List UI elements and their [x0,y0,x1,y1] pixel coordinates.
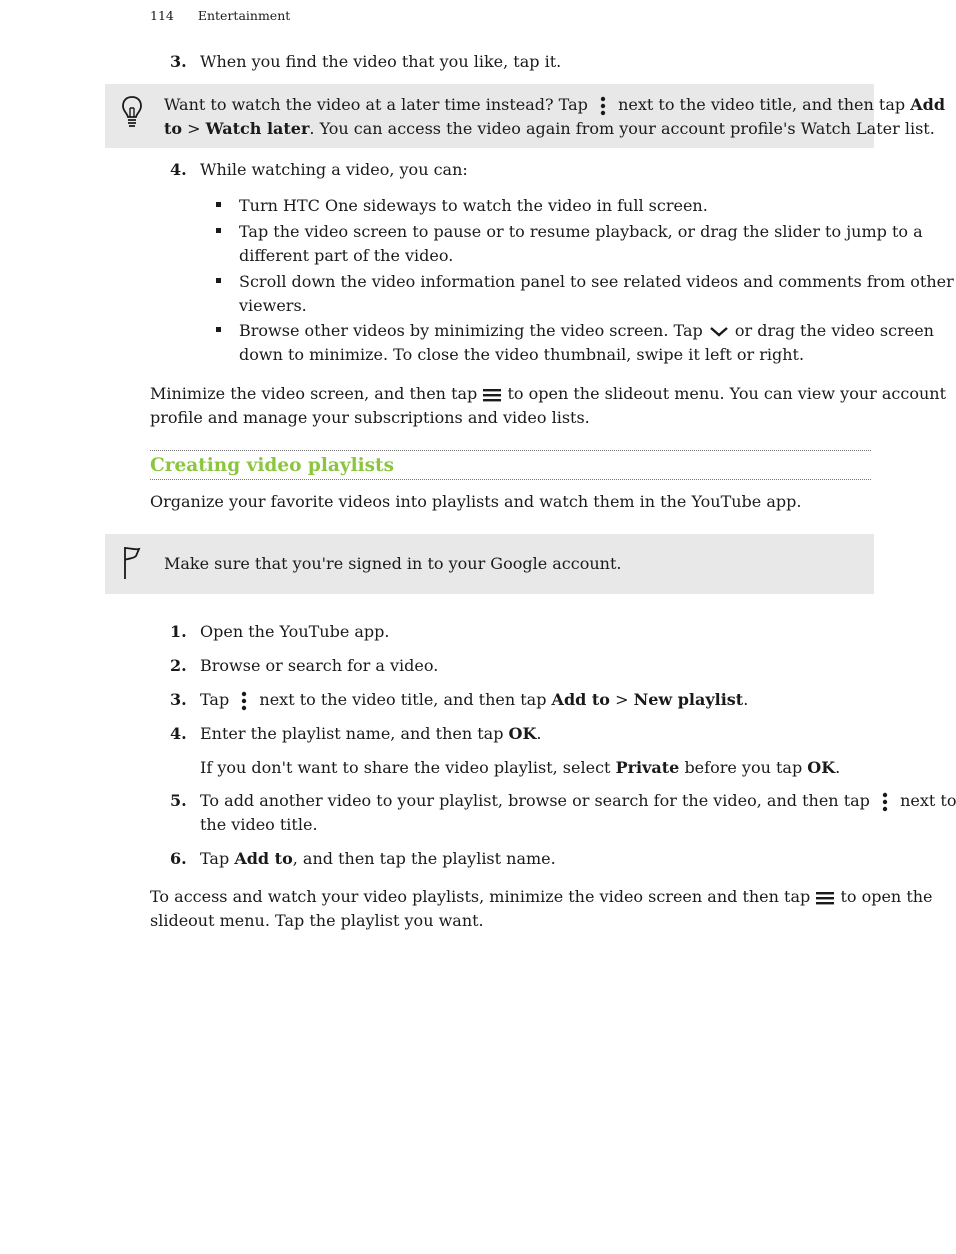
paragraph-cont: profile and manage your subscriptions and video lists. [150,408,590,427]
bullet-text-cont: different part of the video. [239,246,454,265]
bullet-text: Scroll down the video information panel to see related videos and comments from other [239,272,954,291]
bullet-text-cont: down to minimize. To close the video thumbnail, swipe it left or right. [239,345,805,364]
tip-box [105,84,946,148]
page-header [150,8,310,23]
paragraph: Minimize the video screen, and then tap to open the slideout menu. You can view your account [150,384,947,403]
note-text: Make sure that you're signed in to your Google account. [164,554,622,573]
bullet-text-cont: viewers. [239,296,307,315]
step-text: To add another video to your playlist, browse or search for the video, and then tap next to [200,791,956,810]
note-box [105,534,874,594]
bullet-text: Tap the video screen to pause or to resume playback, or drag the slider to jump to a [239,222,923,241]
heading-rule-bottom [150,479,871,480]
tip-line-2: to > Watch later. You can access the video again from your account profile's Watch Later list. [164,119,935,138]
step-number: 3. [170,52,187,71]
more-vertical-icon [875,792,895,812]
step-text: Tap next to the video title, and then tap Add to > New playlist. [200,690,749,709]
bullet-text: Turn HTC One sideways to watch the video in full screen. [239,196,708,215]
bullet-marker [216,202,221,207]
paragraph-cont: slideout menu. Tap the playlist you want. [150,911,484,930]
menu-icon [815,890,835,906]
section-heading: Creating video playlists [150,455,395,476]
step-text: Browse or search for a video. [200,656,439,675]
more-vertical-icon [234,691,254,711]
section-name: Entertainment [197,8,291,23]
step-number: 4. [170,724,187,743]
step-number: 6. [170,849,187,868]
step-number: 1. [170,622,187,641]
step-text-cont: the video title. [200,815,318,834]
lightbulb-icon [121,95,143,131]
step-number: 4. [170,160,187,179]
more-vertical-icon [593,96,613,116]
flag-icon [121,545,143,581]
step-number: 3. [170,690,187,709]
step-subtext: If you don't want to share the video playlist, select Private before you tap OK. [200,758,841,777]
bullet-marker [216,228,221,233]
step-number: 5. [170,791,187,810]
bullet-marker [216,278,221,283]
step-text: Tap Add to, and then tap the playlist name. [200,849,556,868]
step-text: While watching a video, you can: [200,160,468,179]
menu-icon [482,387,502,403]
step-number: 2. [170,656,187,675]
paragraph: To access and watch your video playlists, minimize the video screen and then tap to open the [150,887,933,906]
chevron-down-icon [708,325,730,339]
bullet-text: Browse other videos by minimizing the video screen. Tap or drag the video screen [239,321,934,340]
page-number: 114 [150,8,174,23]
step-text: Open the YouTube app. [200,622,390,641]
tip-line-1: Want to watch the video at a later time instead? Tap next to the video title, and then tap Add [164,95,946,114]
bullet-marker [216,327,221,332]
heading-rule-top [150,450,871,451]
step-text: When you find the video that you like, tap it. [200,52,562,71]
step-text: Enter the playlist name, and then tap OK. [200,724,542,743]
section-intro: Organize your favorite videos into playlists and watch them in the YouTube app. [150,492,802,511]
